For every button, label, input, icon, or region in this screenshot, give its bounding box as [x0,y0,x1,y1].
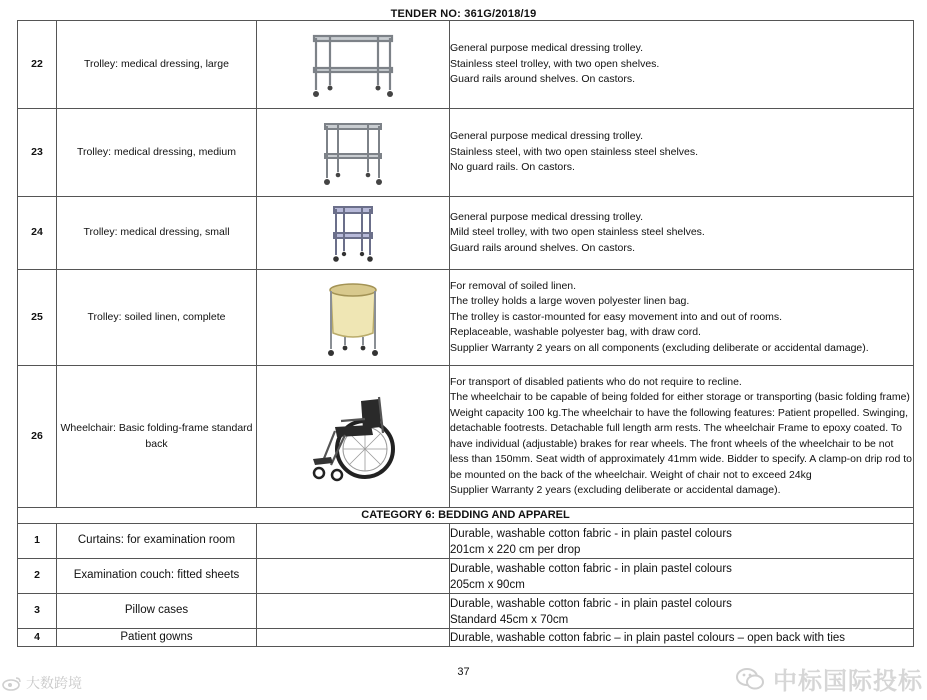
item-name: Trolley: medical dressing, large [57,21,257,109]
tender-number-header: TENDER NO: 361G/2018/19 [390,8,537,20]
table-row [18,524,914,559]
large-trolley-image [257,21,450,109]
item-name: Patient gowns [57,629,257,647]
page-number: 37 [457,666,470,678]
table-row [18,559,914,594]
watermark-right [735,661,923,696]
item-number: 25 [18,270,57,366]
table-row [18,21,914,109]
table-row [18,270,914,366]
table-row [18,109,914,197]
wheelchair-image [257,366,450,508]
watermark-left-text: 大数跨境 [26,675,82,691]
weibo-logo-icon [2,675,22,691]
wechat-logo-icon [735,666,765,692]
item-name: Wheelchair: Basic folding-frame standard back [57,366,257,508]
item-name: Curtains: for examination room [57,524,257,559]
item-description: General purpose medical dressing trolley. Mild steel trolley, with two open stainless steel shelves. Guard rails around shelves. On castors. [450,197,914,270]
medium-trolley-image [257,109,450,197]
item-number: 4 [18,629,57,647]
trolley-illustration [320,118,386,188]
item-description: For transport of disabled patients who do not require to recline. The wheelchair to be capable of being folded for either storage or transporting (basic folding frame) Weight capacity 100 kg.The wheelchair to have the following features: Patient propelled. Swinging, detachable footrests. Detachable full length arm rests. The wheelchair Frame to epoxy coated. To have individual (adjustable) brakes for rear wheels. The front wheels of the wheelchair to be not less than 150mm. Seat width of approximately 41mm wide. Bidder to specify. A clamp-on drip rod to be mounted on the back of the wheelchair. Weight of chair not to exceed 24kg Supplier Warranty 2 years (excluding deliberate or accidental damage). [450,366,914,508]
linen-trolley-image [257,270,450,366]
item-description: General purpose medical dressing trolley. Stainless steel trolley, with two open shelves. Guard rails around shelves. On castors. [450,21,914,109]
table-row [18,594,914,629]
item-description: Durable, washable cotton fabric - in plain pastel colours 201cm x 220 cm per drop [450,524,914,559]
trolley-illustration [330,201,376,265]
item-description: Durable, washable cotton fabric - in plain pastel colours Standard 45cm x 70cm [450,594,914,629]
item-name: Examination couch: fitted sheets [57,559,257,594]
item-description: Durable, washable cotton fabric - in plain pastel colours 205cm x 90cm [450,559,914,594]
watermark-left [2,673,82,693]
category-title: CATEGORY 6: BEDDING AND APPAREL [18,508,914,524]
item-name: Trolley: medical dressing, medium [57,109,257,197]
table-row [18,197,914,270]
item-description: General purpose medical dressing trolley. Stainless steel, with two open stainless steel shelves. No guard rails. On castors. [450,109,914,197]
empty-image-cell [257,524,450,559]
item-name: Pillow cases [57,594,257,629]
item-name: Trolley: soiled linen, complete [57,270,257,366]
empty-image-cell [257,559,450,594]
empty-image-cell [257,594,450,629]
wheelchair-illustration [305,391,401,483]
item-number: 3 [18,594,57,629]
small-trolley-image [257,197,450,270]
item-number: 22 [18,21,57,109]
table-row [18,629,914,647]
item-description: For removal of soiled linen. The trolley holds a large woven polyester linen bag. The trolley is castor-mounted for easy movement into and out of rooms. Replaceable, washable polyester bag, with draw cord. Supplier Warranty 2 years on all components (excluding deliberate or accidental damage). [450,270,914,366]
table-row [18,366,914,508]
trolley-illustration [308,30,398,100]
item-number: 2 [18,559,57,594]
item-description: Durable, washable cotton fabric – in plain pastel colours – open back with ties [450,629,914,647]
watermark-right-text: 中标国际投标 [773,668,923,695]
empty-image-cell [257,629,450,647]
item-number: 1 [18,524,57,559]
linen-hamper-illustration [323,277,383,359]
item-number: 23 [18,109,57,197]
category-header-row [18,508,914,524]
item-number: 24 [18,197,57,270]
item-name: Trolley: medical dressing, small [57,197,257,270]
item-number: 26 [18,366,57,508]
tender-items-table [17,20,914,647]
